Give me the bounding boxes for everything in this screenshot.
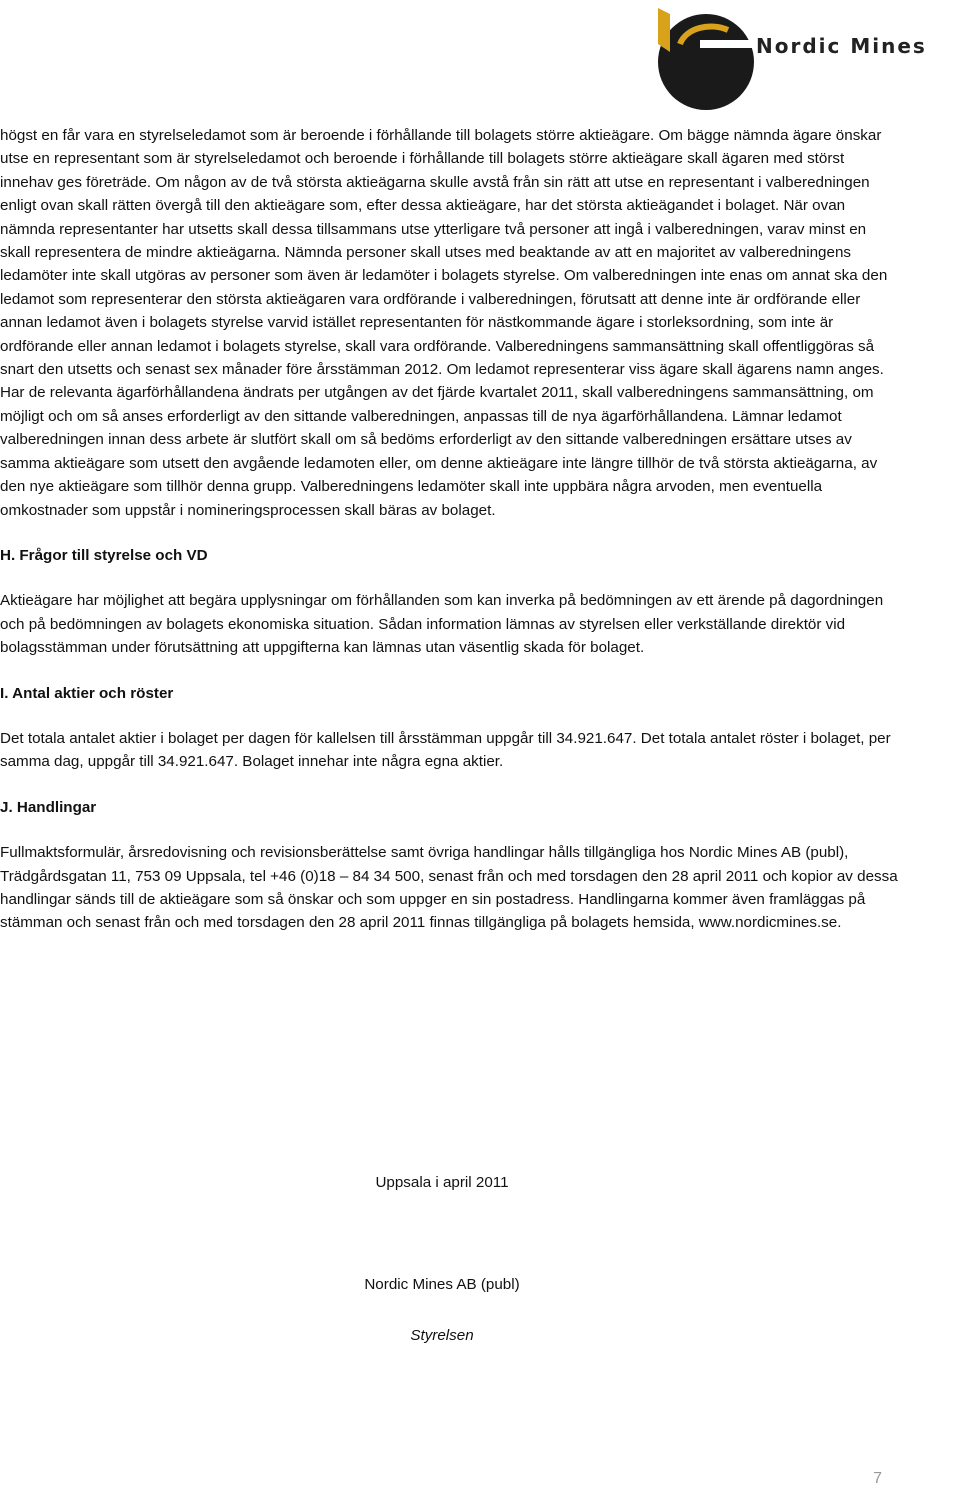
logo-emblem — [650, 4, 760, 112]
company-logo — [650, 4, 950, 112]
paragraph-valberedning: högst en får vara en styrelseledamot som är beroende i förhållande till bolagets större aktieägare. Om bägge nämnda ägare önskar utse en representant som är styrelseledamot och beroende i förhållande till bolagets större aktieägare skall ägaren med störst innehav ges företräde. Om någon av de två största aktieägarna skulle avstå från sin rätt att utse en representant i valberedningen enligt ovan skall rätten övergå till den aktieägare som, efter dessa aktieägare, har det största aktieägandet i bolaget. När ovan nämnda representanter har utsetts skall dessa tillsammans utse ytterligare två personer att ingå i valberedningen, varav minst en skall representera de mindre aktieägarna. Nämnda personer skall utses med beaktande av att en majoritet av valberedningens ledamöter inte skall utgöras av personer som även är ledamöter i bolagets styrelse. Om valberedningen inte enas om annat ska den ledamot som representerar den största aktieägaren vara ordförande i valberedningen, förutsatt att denne inte är ordförande eller annan ledamot även i bolagets styrelse varvid istället representanten för nästkommande ägare i storleksordning, som inte är ordförande eller annan ledamot i bolagets styrelse, skall vara ordförande. Valberedningens sammansättning skall offentliggöras så snart den utsetts och senast sex månader före årsstämman 2012. Om ledamot representerar viss ägare skall ägarens namn anges. Har de relevanta ägarförhållandena ändrats per utgången av det fjärde kvartalet 2011, skall valberedningens sammansättning, om möjligt och om så anses erforderligt av den sittande valberedningen, anpassas till de nya ägarförhållandena. Lämnar ledamot valberedningen innan dess arbete är slutfört skall om så bedöms erforderligt av den sittande valberedningen ersättare utses av samma aktieägare som utsett den avgående ledamoten eller, om denne aktieägare inte längre tillhör de två största aktieägarna, av den nye aktieägare som tillhör denna grupp. Valberedningens ledamöter skall inte uppbära några arvoden, men eventuella omkostnader som uppstår i nomineringsprocessen skall bäras av bolaget. — [0, 127, 888, 519]
logo-stripe — [700, 40, 754, 48]
document-body — [0, 124, 900, 935]
signature-company: Nordic Mines AB (publ) — [364, 1276, 520, 1293]
section-text-h: Aktieägare har möjlighet att begära upplysningar om förhållanden som kan inverka på bedömningen av ett ärende på dagordningen och på bedömningen av bolagets ekonomiska situation. Sådan information lämnas av styrelsen eller verkställande direktör vid bolagsstämman under förutsättning att uppgifterna kan lämnas utan väsentlig skada för bolaget. — [0, 592, 884, 657]
logo-text: Nordic Mines — [756, 34, 927, 58]
logo-accent-left — [658, 8, 670, 52]
section-heading-h: H. Frågor till styrelse och VD — [0, 546, 208, 564]
page-number: 7 — [873, 1470, 882, 1487]
signature-board: Styrelsen — [410, 1327, 474, 1344]
section-heading-j: J. Handlingar — [0, 798, 97, 816]
section-text-i: Det totala antalet aktier i bolaget per dagen för kallelsen till årsstämman uppgår till 34.921.647. Det totala antalet röster i bolaget, per samma dag, uppgår till 34.921.647. Bolaget innehar inte några egna aktier. — [0, 729, 891, 771]
section-heading-i: I. Antal aktier och röster — [0, 684, 174, 702]
section-text-j: Fullmaktsformulär, årsredovisning och revisionsberättelse samt övriga handlingar hålls tillgängliga hos Nordic Mines AB (publ), Trädgårdsgatan 11, 753 09 Uppsala, tel +46 (0)18 – 84 34 500, senast från och med torsdagen den 28 april 2011 och kopior av dessa handlingar sänds till de aktieägare som så önskar och som uppger en sin postadress. Handlingarna kommer även framläggas på stämman och senast från och med torsdagen den 28 april 2011 finnas tillgängliga på bolagets hemsida, www.nordicmines.se. — [0, 844, 898, 932]
signature-place-date: Uppsala i april 2011 — [375, 1174, 509, 1191]
